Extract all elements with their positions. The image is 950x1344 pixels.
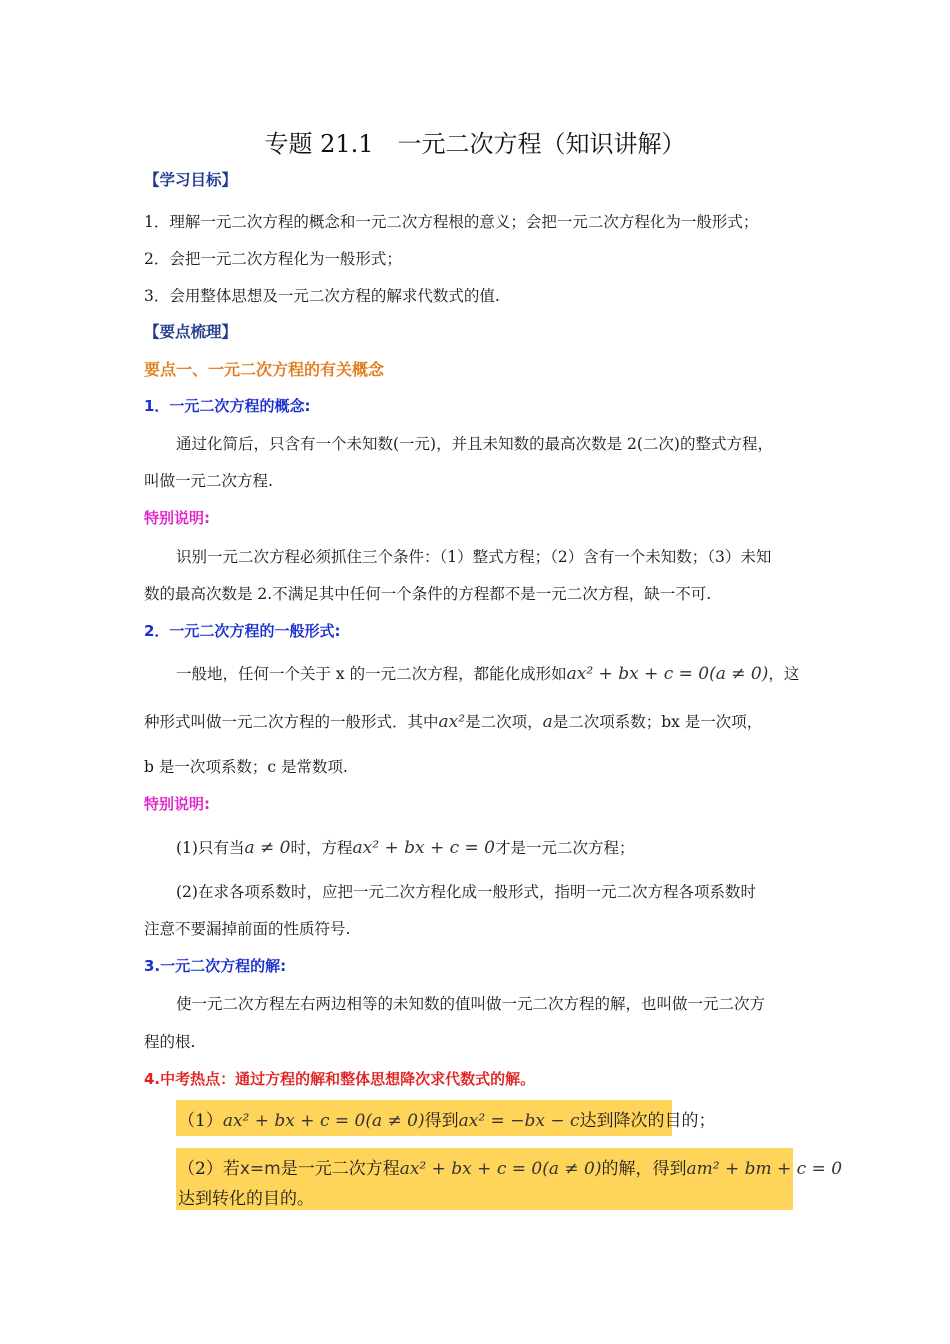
box1-formula-2: ax² = −bx − c xyxy=(458,1111,580,1131)
box1-tail: 达到降次的目的； xyxy=(579,1111,716,1131)
page-title: 专题 21.1 一元二次方程（知识讲解） xyxy=(264,130,686,158)
objective-item-2: 2．会把一元二次方程化为一般形式； xyxy=(144,250,402,268)
p4-heading: 4.中考热点：通过方程的解和整体思想降次求代数式的解。 xyxy=(144,1070,536,1088)
p1-heading: 1．一元二次方程的概念: xyxy=(144,397,311,415)
p2-note-1-text: (1)只有当 xyxy=(176,839,245,857)
p3-heading: 3.一元二次方程的解: xyxy=(144,957,287,975)
hotspot-box-1-line xyxy=(178,1106,716,1131)
objective-item-1: 1．理解一元二次方程的概念和一元二次方程根的意义；会把一元二次方程化为一般形式； xyxy=(144,213,759,231)
p2-line-1 xyxy=(176,662,799,684)
p1-note-line-1: 识别一元二次方程必须抓住三个条件：（1）整式方程；（2）含有一个未知数；（3）未知 xyxy=(176,548,772,566)
box2-formula-2: am² + bm + c = 0 xyxy=(686,1159,843,1179)
box1-prefix: （1） xyxy=(178,1111,223,1131)
p3-line-1: 使一元二次方程左右两边相等的未知数的值叫做一元二次方程的解，也叫做一元二次方 xyxy=(176,995,766,1013)
p2-line-2 xyxy=(144,710,762,732)
box2-mid1: 是一元二次方程 xyxy=(280,1159,400,1179)
p2-note-2-line-1: (2)在求各项系数时，应把一元二次方程化成一般形式，指明一元二次方程各项系数时 xyxy=(176,883,756,901)
box2-mid2: 的解，得到 xyxy=(601,1159,687,1179)
p1-note-line-2: 数的最高次数是 2.不满足其中任何一个条件的方程都不是一元二次方程，缺一不可. xyxy=(144,585,712,603)
p2-heading: 2．一元二次方程的一般形式: xyxy=(144,622,341,640)
p3-line-2: 程的根. xyxy=(144,1033,196,1051)
general-form-formula: ax² + bx + c = 0(a ≠ 0) xyxy=(566,664,769,684)
hotspot-box-1 xyxy=(176,1100,716,1136)
p2-note-1 xyxy=(176,836,635,858)
box2-formula-1: ax² + bx + c = 0(a ≠ 0) xyxy=(399,1159,602,1179)
hotspot-box-2 xyxy=(176,1148,843,1210)
box2-x-equals-m: x=m xyxy=(239,1159,281,1179)
p2-note-1-tail: 才是一元二次方程； xyxy=(495,839,635,857)
p2-note-heading: 特别说明: xyxy=(144,795,210,813)
p2-line-2-mid1: 是二次项， xyxy=(465,713,543,731)
p1-note-heading: 特别说明: xyxy=(144,509,210,527)
p2-line-3: b 是一次项系数；c 是常数项. xyxy=(144,758,348,776)
keypoints-heading: 【要点梳理】 xyxy=(144,323,238,341)
p2-line-2-text: 种形式叫做一元二次方程的一般形式．其中 xyxy=(144,713,439,731)
a-not-zero-formula: a ≠ 0 xyxy=(244,838,291,858)
objectives-heading: 【学习目标】 xyxy=(144,171,238,189)
box1-mid: 得到 xyxy=(424,1111,459,1131)
section-1-heading: 要点一、一元二次方程的有关概念 xyxy=(144,360,385,379)
hotspot-box-2-line-2: 达到转化的目的。 xyxy=(178,1189,314,1209)
p1-line-1: 通过化简后，只含有一个未知数(一元)，并且未知数的最高次数是 2(二次)的整式方程， xyxy=(176,435,773,453)
coefficient-a: a xyxy=(542,712,553,732)
hotspot-box-2-line-1 xyxy=(178,1154,842,1179)
p2-line-1-text: 一般地，任何一个关于 x 的一元二次方程，都能化成形如 xyxy=(176,665,567,683)
box1-formula-1: ax² + bx + c = 0(a ≠ 0) xyxy=(222,1111,425,1131)
box2-prefix: （2）若 xyxy=(178,1159,240,1179)
p1-line-2: 叫做一元二次方程. xyxy=(144,472,273,490)
objective-item-3: 3．会用整体思想及一元二次方程的解求代数式的值. xyxy=(144,287,500,305)
quadratic-term-formula: ax² xyxy=(438,712,466,732)
p2-note-2-line-2: 注意不要漏掉前面的性质符号. xyxy=(144,920,351,938)
p2-line-2-mid2: 是二次项系数；bx 是一次项， xyxy=(552,713,763,731)
equation-formula: ax² + bx + c = 0 xyxy=(352,838,495,858)
p2-line-1-tail: ，这 xyxy=(768,665,800,683)
p2-note-1-mid: 时，方程 xyxy=(290,839,353,857)
